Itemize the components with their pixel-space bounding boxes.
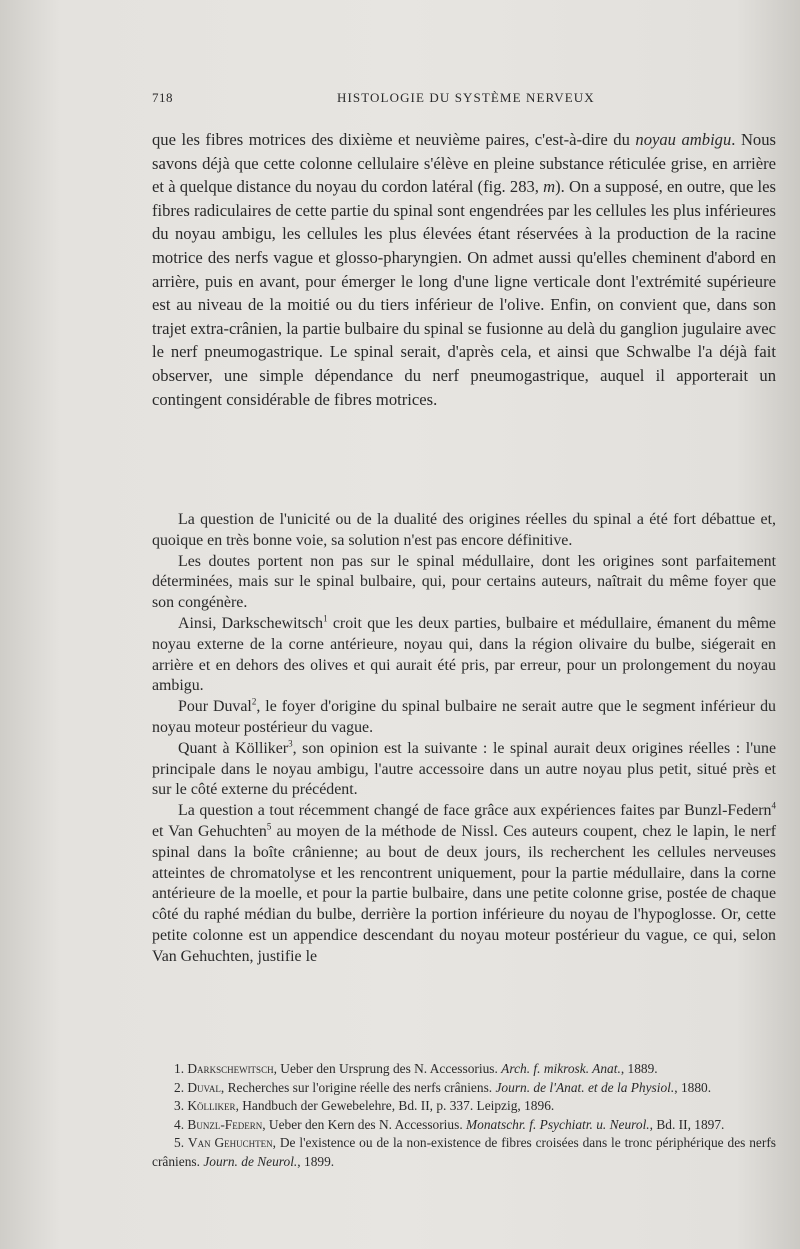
footnote-1 [152,1060,776,1079]
footnote-number: 3. [174,1098,188,1114]
footnote-author: Kölliker [187,1098,236,1114]
text-run: Pour Duval [178,698,252,716]
page-header [152,90,772,110]
footnote-text: , Handbuch der Gewebelehre, Bd. II, p. 337. Leipzig, 1896. [235,1098,555,1114]
footnote-number: 5. [174,1135,188,1151]
running-title: HISTOLOGIE DU SYSTÈME NERVEUX [337,90,595,105]
page-number: 718 [152,90,173,105]
text-run: et Van Gehuchten [152,822,267,840]
footnote-ref: 3 [288,738,293,749]
footnote-journal: Monatschr. f. Psychiatr. u. Neurol. [466,1116,650,1132]
text-run-italic: noyau ambigu [635,130,732,149]
footnote-3 [152,1097,776,1116]
footnote-author: Bunzl-Federn [187,1116,263,1132]
footnote-text: , Ueber den Ursprung des N. Accessorius. [273,1061,502,1076]
paragraph-6 [152,739,776,801]
footnote-author: Duval [187,1079,221,1095]
footnote-tail: , 1889. [620,1061,658,1076]
text-run: , le foyer d'origine du spinal bulbaire ne serait autre que le segment inférieur du noyau moteur postérieur du vague. [152,698,776,736]
footnote-number: 2. [174,1079,188,1095]
footnote-ref: 2 [251,696,257,707]
text-run: Quant à Kölliker [178,739,289,757]
footnote-tail: , 1899. [297,1153,335,1169]
footnote-journal: Journ. de l'Anat. et de la Physiol. [495,1079,675,1095]
paragraph-1 [152,128,776,411]
text-run: La question a tout récemment changé de face grâce aux expériences faites par Bunzl-Federn [178,802,772,820]
paragraph-4 [152,614,776,697]
footnote-text: , Recherches sur l'origine réelle des nerfs crâniens. [220,1079,496,1095]
footnote-2 [152,1079,776,1098]
footnote-journal: Journ. de Neurol. [203,1153,298,1169]
footnote-5 [152,1134,776,1171]
paragraph-3: Les doutes portent non pas sur le spinal médullaire, dont les origines sont parfaitement déterminées, mais sur le spinal bulbaire, qui, pour certains auteurs, naîtrait du même foyer que son congénère. [152,552,776,612]
paragraph-5 [152,697,776,739]
text-run: , son opinion est la suivante : le spinal aurait deux origines réelles : l'une principale dans le noyau ambigu, l'autre accessoire dans un autre noyau plus petit, situé près et sur le côté externe du précédent. [152,739,777,799]
paragraph-7 [152,801,776,967]
footnote-ref: 4 [771,800,776,811]
paragraph-2: La question de l'unicité ou de la dualité des origines réelles du spinal a été fort débattue et, quoique en très bonne voie, sa solution n'est pas encore définitive. [152,511,776,549]
text-run: ). On a supposé, en outre, que les fibres radiculaires de cette partie du spinal sont engendrées par les cellules les plus inférieures du noyau ambigu, les cellules les plus élevées étant réservées à la production de la racine motrice des nerfs vague et glosso-pharyngien. On admet aussi qu'elles cheminent d'abord en arrière, puis en avant, pour émerger le long d'une ligne verticale dont l'extrémité supérieure est au niveau de la moitié ou du tiers inférieur de l'olive. Enfin, on convient que, dans son trajet extra-crânien, la partie bulbaire du spinal se fusionne au delà du ganglion jugulaire avec le nerf pneumogastrique. Le spinal serait, d'après cela, et ainsi que Schwalbe l'a déjà fait observer, une simple dépendance du nerf pneumogastrique, auquel il apporterait un contingent considérable de fibres motrices. [152,177,776,409]
footnote-tail: , Bd. II, 1897. [649,1116,725,1132]
footnote-journal: Arch. f. mikrosk. Anat. [501,1061,621,1076]
footnote-author: Van Gehuchten [187,1135,273,1151]
text-run: que les fibres motrices des dixième et neuvième paires, c'est-à-dire du [152,130,636,149]
text-run: croit que les deux parties, bulbaire et médullaire, émanent du même noyau externe de la corne antérieure, noyau qui, dans la région olivaire du bulbe, siégerait en arrière et en dehors des olives et qui aurait été pris, par erreur, pour un prolongement du noyau ambigu. [152,614,776,695]
text-run-italic: m [543,177,556,197]
footnote-number: 1. [174,1061,188,1076]
text-run: Ainsi, Darkschewitsch [178,614,324,632]
footnotes [152,1060,776,1172]
body-section-2 [152,510,776,968]
footnote-ref: 1 [323,613,328,624]
footnote-author: Darkschewitsch [187,1061,274,1076]
footnote-tail: , 1880. [674,1079,712,1095]
text-run: . Nous savons déjà que cette colonne cellulaire s'élève en pleine substance réticulée grise, en arrière et à quelque distance du noyau du cordon latéral (fig. 283, [152,130,776,197]
footnote-text: , De l'existence ou de la non-existence de fibres croisées dans le tronc périphérique des nerfs crâniens. [152,1135,776,1169]
text-run: au moyen de la méthode de Nissl. Ces auteurs coupent, chez le lapin, le nerf spinal dans la boîte crânienne; au bout de deux jours, ils recherchent les cellules nerveuses atteintes de chromatolyse et les rencontrent uniquement, pour la partie médullaire, dans la corne antérieure de la moelle, et pour la partie bulbaire, dans une petite colonne grise, postée de chaque côté du raphé médian du bulbe, derrière la portion inférieure du noyau de l'hypoglosse. Or, cette petite colonne est un appendice descendant du noyau moteur postérieur du vague, ce qui, selon Van Gehuchten, justifie le [152,822,776,965]
footnote-ref: 5 [266,821,272,832]
footnote-text: , Ueber den Kern des N. Accessorius. [262,1116,467,1132]
footnote-number: 4. [174,1116,188,1132]
body-section-1 [152,128,776,411]
footnote-4 [152,1116,776,1135]
